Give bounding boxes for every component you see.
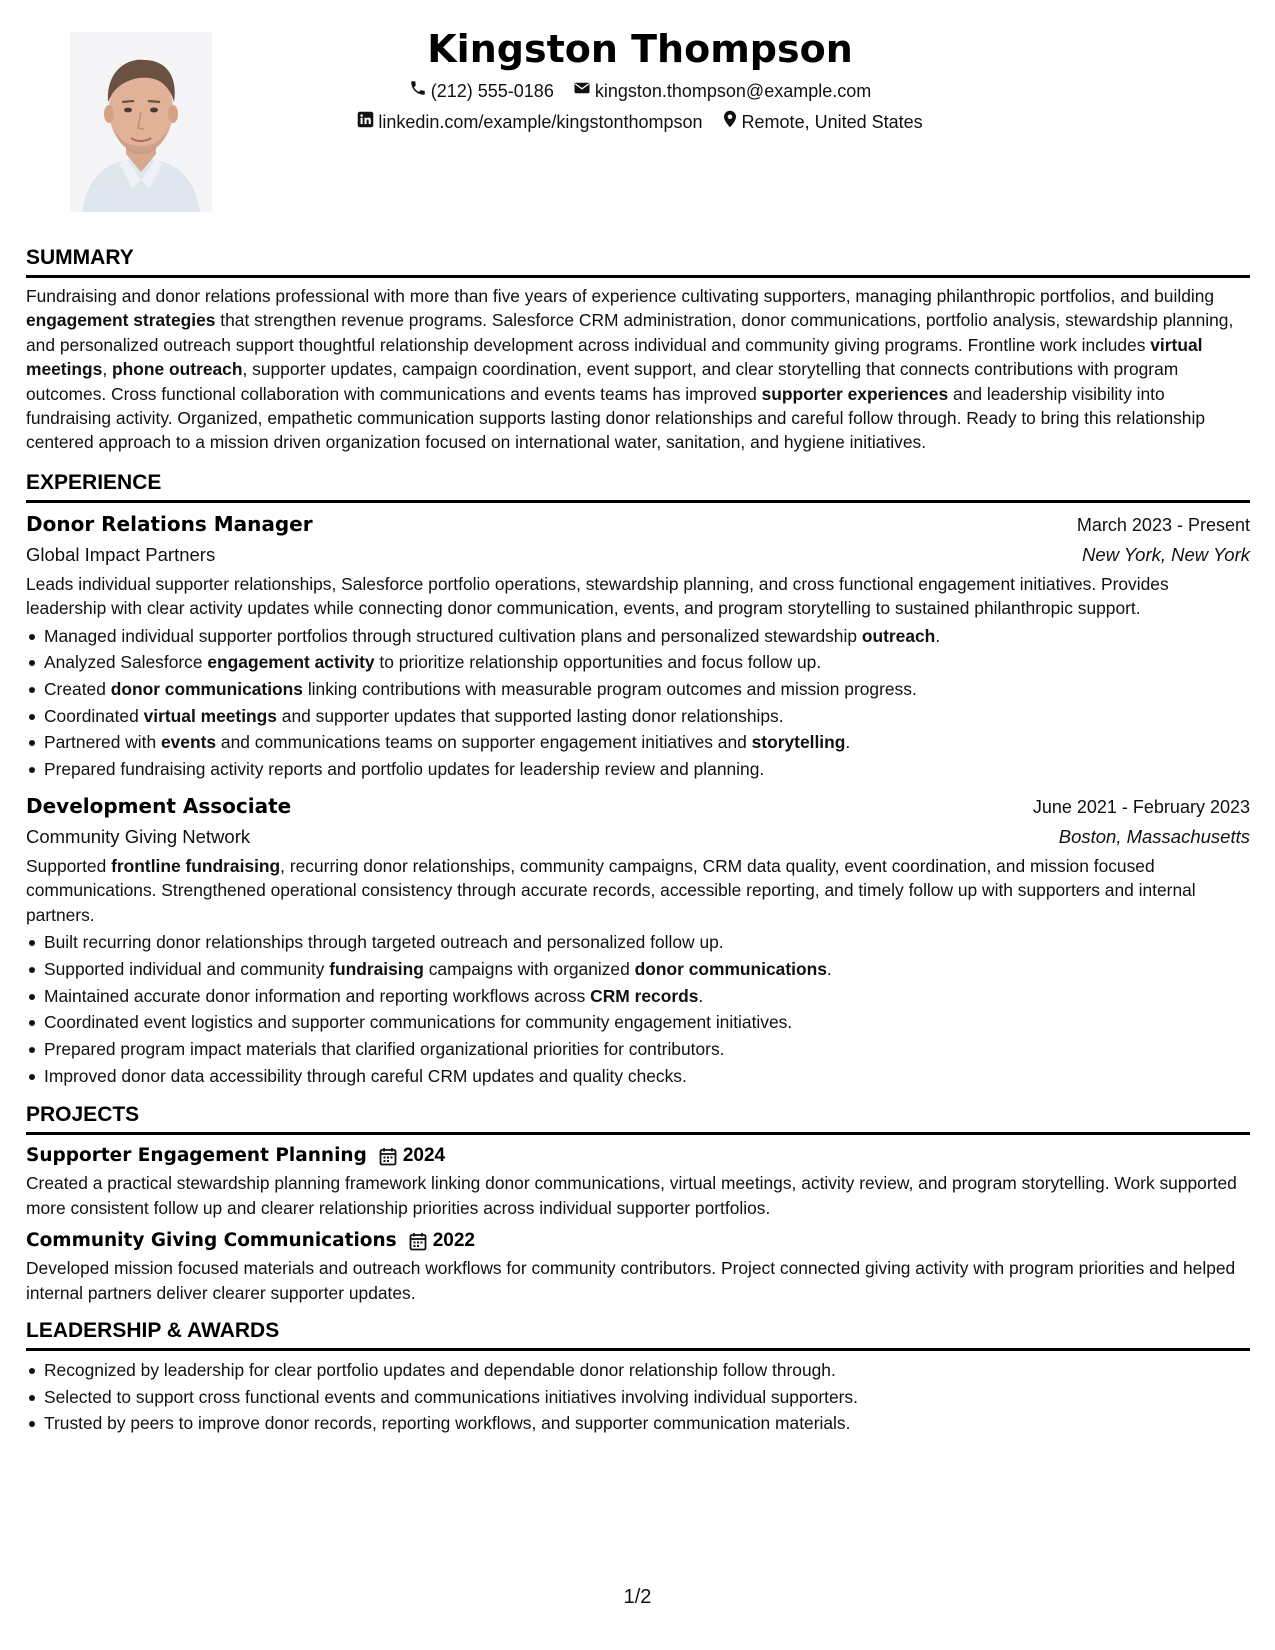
project-year: 2024 — [402, 1145, 446, 1167]
company-name: Community Giving Network — [26, 825, 251, 847]
bullet-item: Built recurring donor relationships through targeted outreach and personalized follow up. — [26, 929, 1250, 956]
resume-content — [26, 244, 1250, 1437]
email-address[interactable]: kingston.thompson@example.com — [594, 81, 872, 101]
map-pin-icon — [722, 107, 742, 138]
project-header — [26, 1141, 1250, 1171]
envelope-icon — [573, 76, 595, 107]
job-title: Development Associate — [26, 793, 292, 818]
linkedin-url[interactable]: linkedin.com/example/kingstonthompson — [378, 112, 703, 132]
location-contact — [722, 107, 923, 138]
job-bullets — [26, 929, 1250, 1089]
profile-photo — [70, 32, 212, 212]
job-entry — [26, 509, 1250, 783]
bullet-item: Supported individual and community fundraising campaigns with organized donor communications. — [26, 956, 1250, 983]
email-contact[interactable] — [573, 76, 871, 107]
job-subheader — [26, 822, 1250, 852]
company-name: Global Impact Partners — [26, 543, 216, 565]
section-title-projects: PROJECTS — [26, 1103, 140, 1127]
phone-contact — [409, 76, 554, 107]
location-text: Remote, United States — [741, 112, 923, 132]
bullet-item: Analyzed Salesforce engagement activity to prioritize relationship opportunities and focus follow up. — [26, 649, 1250, 676]
bullet-item: Partnered with events and communications teams on supporter engagement initiatives and storytelling. — [26, 729, 1250, 756]
section-divider — [26, 500, 1250, 503]
section-title-leadership: LEADERSHIP & AWARDS — [26, 1318, 280, 1342]
bullet-item: Coordinated event logistics and supporter communications for community engagement initiatives. — [26, 1009, 1250, 1036]
project-year: 2022 — [432, 1230, 475, 1252]
job-header — [26, 791, 1250, 822]
section-divider — [26, 1132, 1250, 1135]
project-entry — [26, 1226, 1250, 1305]
job-location: New York, New York — [1082, 543, 1250, 565]
calendar-icon — [409, 1232, 427, 1251]
calendar-icon — [379, 1147, 397, 1166]
bullet-item: Trusted by peers to improve donor records, reporting workflows, and supporter communication materials. — [26, 1410, 1250, 1437]
resume-header — [260, 22, 1020, 138]
bullet-item: Prepared fundraising activity reports and portfolio updates for leadership review and planning. — [26, 756, 1250, 783]
project-header — [26, 1226, 1250, 1256]
job-title: Donor Relations Manager — [26, 511, 313, 536]
job-location: Boston, Massachusetts — [1058, 825, 1250, 847]
contact-line-1 — [260, 76, 1020, 107]
leadership-bullets — [26, 1357, 1250, 1437]
job-entry — [26, 791, 1250, 1089]
job-subheader — [26, 540, 1250, 570]
project-title: Supporter Engagement Planning — [26, 1145, 367, 1167]
bullet-item: Recognized by leadership for clear portfolio updates and dependable donor relationship follow through. — [26, 1357, 1250, 1384]
bullet-item: Improved donor data accessibility through careful CRM updates and quality checks. — [26, 1063, 1250, 1090]
candidate-name: Kingston Thompson — [427, 27, 853, 71]
page-number: 1/2 — [623, 1586, 652, 1608]
bullet-item: Maintained accurate donor information and reporting workflows across CRM records. — [26, 983, 1250, 1010]
linkedin-contact[interactable] — [357, 107, 702, 138]
contact-line-2 — [260, 107, 1020, 138]
job-description: Supported frontline fundraising, recurring donor relationships, community campaigns, CRM data quality, event coordination, and mission focused communications. Strengthened operational consistency through accurate records, accessible reporting, and timely follow up with supporters and internal partners. — [26, 855, 1196, 925]
project-description: Created a practical stewardship planning framework linking donor communications, virtual meetings, activity review, and program storytelling. Work supported more consistent follow up and clearer relationship priorities across individual supporter portfolios. — [26, 1173, 1237, 1218]
bullet-item: Coordinated virtual meetings and supporter updates that supported lasting donor relationships. — [26, 703, 1250, 730]
project-description: Developed mission focused materials and outreach workflows for community contributors. Project connected giving activity with program priorities and helped internal partners deliver clearer supporter updates. — [26, 1258, 1236, 1303]
bullet-item: Created donor communications linking contributions with measurable program outcomes and mission progress. — [26, 676, 1250, 703]
project-title: Community Giving Communications — [26, 1230, 397, 1252]
job-dates: June 2021 - February 2023 — [1032, 796, 1250, 817]
bullet-item: Prepared program impact materials that clarified organizational priorities for contributors. — [26, 1036, 1250, 1063]
linkedin-icon — [357, 107, 378, 138]
job-description: Leads individual supporter relationships, Salesforce portfolio operations, stewardship planning, and cross functional engagement initiatives. Provides leadership with clear activity updates while connecting donor communication, events, and program storytelling to sustained philanthropic support. — [26, 573, 1169, 619]
bullet-item: Selected to support cross functional events and communications initiatives involving individual supporters. — [26, 1384, 1250, 1411]
job-bullets — [26, 623, 1250, 783]
summary-text: Fundraising and donor relations professional with more than five years of experience cultivating supporters, managing philanthropic portfolios, and building engagement strategies that strengthen revenue programs. Salesforce CRM administration, donor communications, portfolio analysis, stewardship planning, and personalized outreach support thoughtful relationship development across individual and community giving programs. Frontline work includes virtual meetings, phone outreach, supporter updates, campaign coordination, event support, and clear storytelling that connects contributions with program outcomes. Cross functional collaboration with communications and events teams has improved supporter experiences and leadership visibility into fundraising activity. Organized, empathetic communication supports lasting donor relationships and careful follow through. Ready to bring this relationship centered approach to a mission driven organization focused on international water, sanitation, and hygiene initiatives. — [26, 286, 1234, 453]
phone-icon — [409, 76, 431, 107]
section-divider — [26, 275, 1250, 278]
bullet-item: Managed individual supporter portfolios through structured cultivation plans and personalized stewardship outreach. — [26, 623, 1250, 650]
section-title-experience: EXPERIENCE — [26, 470, 162, 494]
phone-number: (212) 555-0186 — [430, 81, 554, 101]
section-title-summary: SUMMARY — [26, 246, 134, 269]
project-entry — [26, 1141, 1250, 1220]
job-header — [26, 509, 1250, 540]
section-divider — [26, 1348, 1250, 1351]
job-dates: March 2023 - Present — [1076, 514, 1250, 535]
